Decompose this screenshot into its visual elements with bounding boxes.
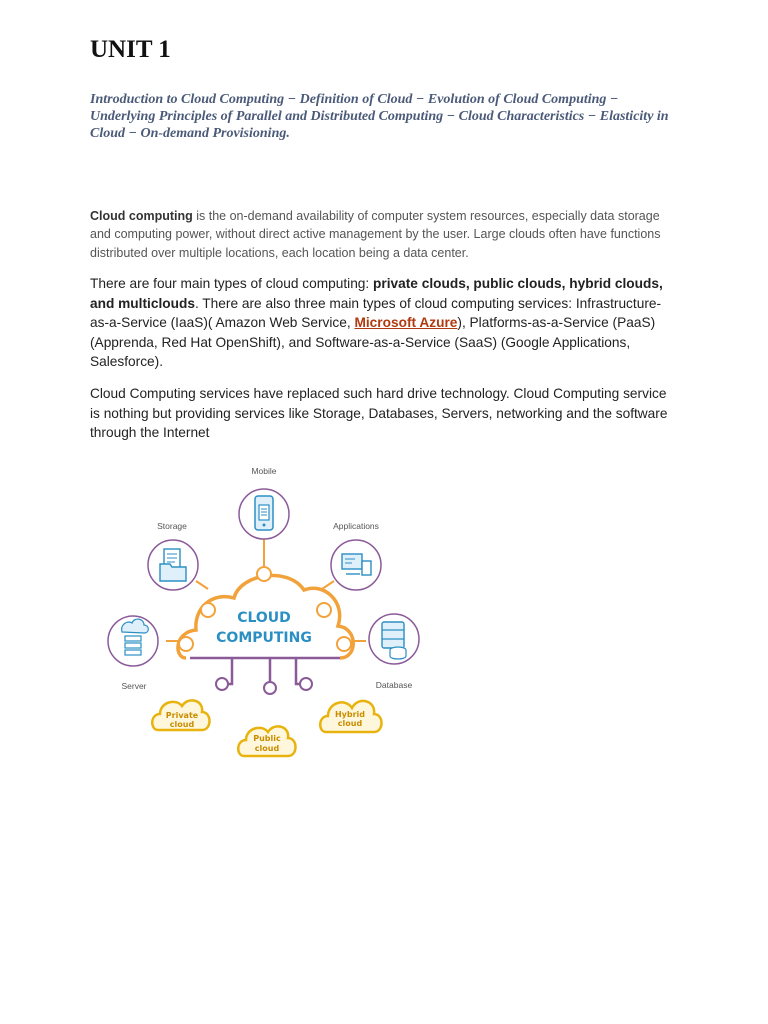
- public-cloud-line1: Public: [253, 734, 281, 743]
- services-paragraph: Cloud Computing services have replaced such hard drive technology. Cloud Computing service is nothing but providing services like Storage, Databases, Servers, networking and the software through the Internet: [90, 386, 668, 440]
- mobile-label: Mobile: [251, 466, 277, 476]
- public-cloud-line2: cloud: [254, 744, 280, 753]
- hybrid-cloud-icon: [320, 701, 381, 732]
- private-cloud-line2: cloud: [169, 720, 195, 729]
- purple-nodes: [216, 678, 312, 694]
- hybrid-cloud-line1: Hybrid: [334, 710, 366, 719]
- storage-icon: [148, 540, 198, 590]
- public-cloud-icon: [238, 726, 295, 756]
- hybrid-cloud-line2: cloud: [337, 719, 363, 728]
- types-text-1: There are four main types of cloud computing:: [90, 276, 374, 291]
- unit-title: UNIT 1: [90, 36, 171, 63]
- types-text-3: ), Platforms-as-a-Service (PaaS) (Apprenda, Red Hat OpenShift), and Software-as-a-Service (SaaS) (Google Applications, Salesforce).: [90, 315, 656, 369]
- server-icon: [108, 616, 158, 666]
- definition-text: is the on-demand availability of computer system resources, especially data storage and computing power, without direct active management by the user. Large clouds often have functions distributed over multiple locations, each location being a data center.: [90, 209, 661, 260]
- syllabus-topics: Introduction to Cloud Computing − Definition of Cloud − Evolution of Cloud Computing − Underlying Principles of Parallel and Distributed Computing − Cloud Characteristics − Elasticity in Cloud − On-demand Provisioning.: [90, 92, 669, 141]
- database-icon: [369, 614, 419, 664]
- private-cloud-icon: [152, 700, 209, 730]
- mobile-icon: [239, 489, 289, 539]
- storage-label: Storage: [157, 521, 187, 531]
- types-bold: private clouds, public clouds, hybrid clouds, and multiclouds: [90, 276, 663, 311]
- cloud-computing-diagram: [100, 458, 430, 766]
- types-text-2: . There are also three main types of cloud computing services: Infrastructure-as-a-Service (IaaS)( Amazon Web Service,: [90, 295, 662, 330]
- purple-connectors: [190, 658, 340, 684]
- cloud-label-line1: CLOUD: [237, 610, 291, 626]
- definition-term: Cloud computing: [90, 209, 193, 223]
- cloud-label-line2: COMPUTING: [216, 630, 312, 646]
- types-paragraph: [90, 274, 680, 372]
- microsoft-azure-link[interactable]: Microsoft Azure: [354, 315, 458, 330]
- server-label: Server: [121, 681, 147, 691]
- definition-paragraph: [90, 207, 680, 262]
- database-label: Database: [375, 680, 413, 690]
- applications-icon: [331, 540, 381, 590]
- private-cloud-line1: Private: [165, 711, 199, 720]
- applications-label: Applications: [333, 521, 379, 531]
